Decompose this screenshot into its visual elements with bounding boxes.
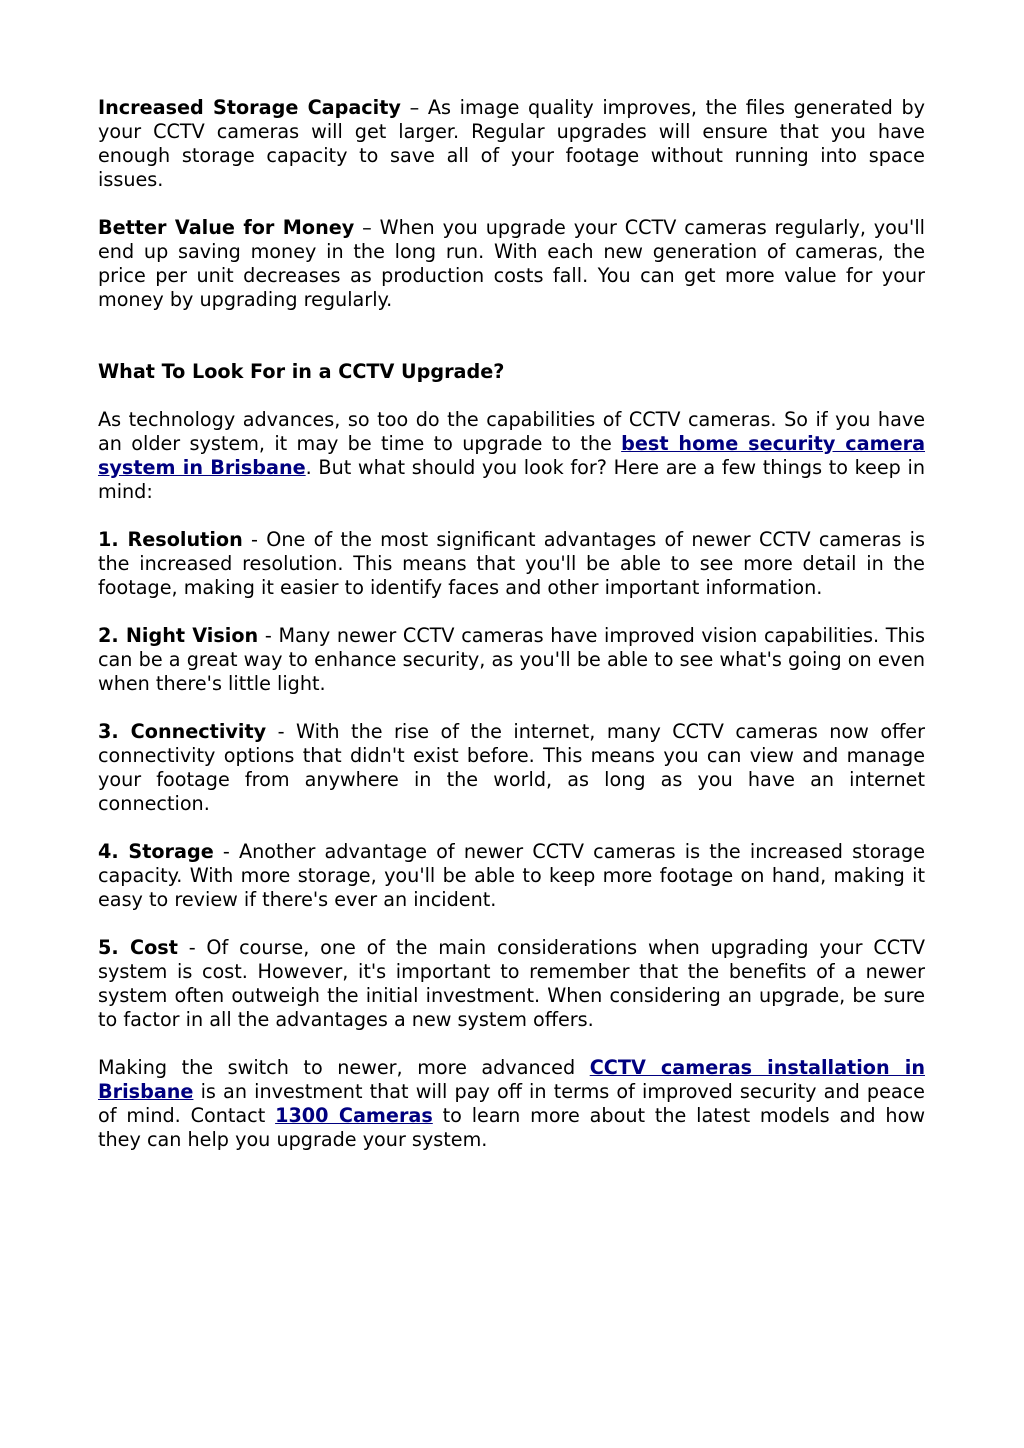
item-cost-heading: 5. Cost	[98, 936, 178, 959]
item-resolution-heading: 1. Resolution	[98, 528, 243, 551]
closing-paragraph	[98, 1056, 925, 1152]
value-for-money-heading: Better Value for Money	[98, 216, 355, 239]
item-night-vision-text: - Many newer CCTV cameras have improved vision capabilities. This can be a great way to enhance security, as you'll be able to see what's going on even when there's little light.	[98, 624, 925, 695]
item-storage-text: - Another advantage of newer CCTV cameras is the increased storage capacity. With more storage, you'll be able to keep more footage on hand, making it easy to review if there's ever an incident.	[98, 840, 925, 911]
item-cost-text: - Of course, one of the main considerations when upgrading your CCTV system is cost. However, it's important to remember that the benefits of a newer system often outweigh the initial investment. When considering an upgrade, be sure to factor in all the advantages a new system offers.	[98, 936, 925, 1031]
closing-text-3: to learn more about the latest models and how they can help you upgrade your system.	[98, 1104, 926, 1151]
value-for-money-paragraph	[98, 216, 925, 312]
item-night-vision-heading: 2. Night Vision	[98, 624, 259, 647]
item-storage-heading: 4. Storage	[98, 840, 214, 863]
intro-text-after: . But what should you look for? Here are a few things to keep in mind:	[98, 456, 925, 503]
item-connectivity-heading: 3. Connectivity	[98, 720, 267, 743]
1300-cameras-link[interactable]: 1300 Cameras	[275, 1104, 433, 1127]
document-page	[98, 96, 925, 1152]
intro-text-before: As technology advances, so too do the capabilities of CCTV cameras. So if you have an older system, it may be time to upgrade to the	[98, 408, 925, 455]
best-home-security-link[interactable]: best home security camera system in Brisbane	[98, 432, 926, 479]
item-night-vision	[98, 624, 925, 696]
section-heading-text: What To Look For in a CCTV Upgrade?	[98, 360, 505, 383]
item-connectivity	[98, 720, 925, 816]
item-resolution-text: - One of the most significant advantages of newer CCTV cameras is the increased resolution. This means that you'll be able to see more detail in the footage, making it easier to identify faces and other important information.	[98, 528, 925, 599]
item-cost	[98, 936, 925, 1032]
storage-capacity-paragraph	[98, 96, 925, 192]
intro-paragraph	[98, 408, 925, 504]
value-for-money-text: – When you upgrade your CCTV cameras regularly, you'll end up saving money in the long run. With each new generation of cameras, the price per unit decreases as production costs fall. You can get more value for your money by upgrading regularly.	[98, 216, 925, 311]
item-storage	[98, 840, 925, 912]
cctv-installation-link[interactable]: CCTV cameras installation in Brisbane	[98, 1056, 925, 1103]
section-heading	[98, 360, 925, 384]
storage-capacity-heading: Increased Storage Capacity	[98, 96, 401, 119]
item-connectivity-text: - With the rise of the internet, many CCTV cameras now offer connectivity options that didn't exist before. This means you can view and manage your footage from anywhere in the world, as long as you have an internet connection.	[98, 720, 925, 815]
storage-capacity-text: – As image quality improves, the files generated by your CCTV cameras will get larger. Regular upgrades will ensure that you have enough storage capacity to save all of your footage without running into space issues.	[98, 96, 925, 191]
closing-text-2: is an investment that will pay off in terms of improved security and peace of mind. Contact	[98, 1080, 925, 1127]
item-resolution	[98, 528, 925, 600]
closing-text-1: Making the switch to newer, more advanced	[98, 1056, 590, 1079]
